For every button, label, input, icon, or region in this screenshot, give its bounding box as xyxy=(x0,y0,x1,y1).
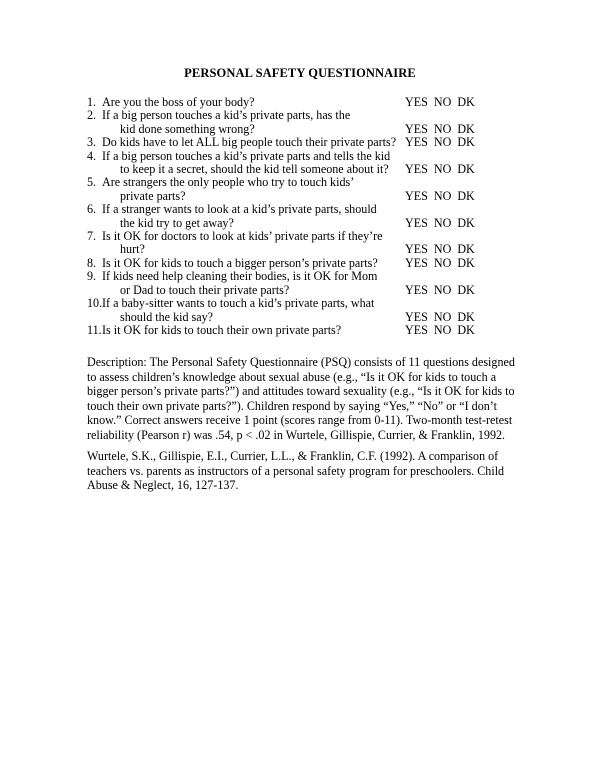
question-text-continued: kid done something wrong? xyxy=(120,121,255,136)
question-item xyxy=(87,203,497,230)
answer-dk: DK xyxy=(457,255,475,270)
question-text: If a big person touches a kid’s private parts, has the xyxy=(102,108,351,123)
answer-dk: DK xyxy=(457,322,475,337)
answer-dk: DK xyxy=(457,162,475,177)
question-text: Is it OK for doctors to look at kids’ private parts if they’re xyxy=(102,229,383,244)
answer-dk: DK xyxy=(457,282,475,297)
question-number: 1. xyxy=(87,95,97,109)
reference-line: Abuse & Neglect, 16, 127-137. xyxy=(87,478,239,493)
answer-dk: DK xyxy=(457,95,475,109)
question-number: 3. xyxy=(87,135,97,150)
answer-yes: YES xyxy=(405,255,428,270)
page-title: PERSONAL SAFETY QUESTIONNAIRE xyxy=(184,66,416,80)
description-line: touch their own private parts?”). Children respond by saying “Yes,” “No” or “I don’t xyxy=(87,398,497,413)
question-text-continued: private parts? xyxy=(120,188,186,203)
answer-yes: YES xyxy=(405,242,428,257)
question-number: 4. xyxy=(87,148,97,163)
answer-options xyxy=(405,243,481,256)
question-text-continued: hurt? xyxy=(120,242,145,257)
answer-yes: YES xyxy=(405,215,428,230)
question-number: 10. xyxy=(87,296,103,311)
question-text: Is it OK for kids to touch a bigger person’s private parts? xyxy=(102,255,378,270)
answer-options xyxy=(405,257,481,270)
question-item xyxy=(87,96,497,109)
answer-yes: YES xyxy=(405,309,428,324)
question-number: 8. xyxy=(87,255,97,270)
answer-options xyxy=(405,217,481,230)
question-list xyxy=(87,96,497,337)
answer-no: NO xyxy=(433,322,452,337)
question-number: 6. xyxy=(87,202,97,217)
answer-yes: YES xyxy=(405,188,428,203)
answer-yes: YES xyxy=(405,135,428,150)
answer-options xyxy=(405,163,481,176)
question-text: If a big person touches a kid’s private parts and tells the kid xyxy=(102,148,391,163)
question-number: 11. xyxy=(87,322,102,337)
question-item xyxy=(87,230,497,257)
question-text-continued: to keep it a secret, should the kid tell someone about it? xyxy=(120,162,389,177)
answer-no: NO xyxy=(433,162,452,177)
answer-options xyxy=(405,311,481,324)
description-line: reliability (Pearson r) was .54, p < .02 in Wurtele, Gillispie, Currier, & Franklin, 1992. xyxy=(87,427,506,442)
question-item xyxy=(87,257,497,270)
question-number: 5. xyxy=(87,175,97,190)
description-line: know.” Correct answers receive 1 point (scores range from 0-11). Two-month test-retest xyxy=(87,413,513,428)
question-item xyxy=(87,324,497,337)
answer-yes: YES xyxy=(405,322,428,337)
question-text-continued: should the kid say? xyxy=(120,309,214,324)
answer-options xyxy=(405,324,481,337)
reference-line: Wurtele, S.K., Gillispie, E.I., Currier, L.L., & Franklin, C.F. (1992). A comparison of xyxy=(87,449,499,463)
answer-dk: DK xyxy=(457,309,475,324)
question-text: Are strangers the only people who try to touch kids’ xyxy=(102,175,355,190)
answer-no: NO xyxy=(433,309,452,324)
answer-no: NO xyxy=(433,121,452,136)
question-number: 7. xyxy=(87,229,97,244)
answer-options xyxy=(405,284,481,297)
question-item xyxy=(87,270,497,297)
question-item xyxy=(87,297,497,324)
answer-options xyxy=(405,136,481,149)
answer-no: NO xyxy=(433,95,452,109)
question-text-continued: or Dad to touch their private parts? xyxy=(120,282,290,297)
answer-options xyxy=(405,96,481,109)
answer-dk: DK xyxy=(457,215,475,230)
question-text: If a baby-sitter wants to touch a kid’s private parts, what xyxy=(102,296,375,311)
description-line: to assess children’s knowledge about sexual abuse (e.g., “Is it OK for kids to touch a xyxy=(87,369,497,384)
answer-dk: DK xyxy=(457,135,475,150)
answer-options xyxy=(405,190,481,203)
question-item xyxy=(87,136,497,149)
answer-dk: DK xyxy=(457,121,475,136)
answer-no: NO xyxy=(433,135,452,150)
description-line: bigger person’s private parts?”) and attitudes toward sexuality (e.g., “Is it OK for kids to xyxy=(87,384,515,399)
question-text: Are you the boss of your body? xyxy=(102,95,255,109)
answer-no: NO xyxy=(433,215,452,230)
question-number: 9. xyxy=(87,269,97,284)
question-text: Is it OK for kids to touch their own private parts? xyxy=(102,322,342,337)
description-line: Description: The Personal Safety Questionnaire (PSQ) consists of 11 questions designed xyxy=(87,355,515,369)
question-item xyxy=(87,176,497,203)
answer-no: NO xyxy=(433,188,452,203)
answer-yes: YES xyxy=(405,95,428,109)
answer-yes: YES xyxy=(405,282,428,297)
description-paragraph xyxy=(87,355,527,443)
question-number: 2. xyxy=(87,108,97,123)
reference-citation xyxy=(87,449,527,493)
question-text: Do kids have to let ALL big people touch their private parts? xyxy=(102,135,397,150)
answer-yes: YES xyxy=(405,162,428,177)
answer-dk: DK xyxy=(457,188,475,203)
question-text: If kids need help cleaning their bodies, is it OK for Mom xyxy=(102,269,378,284)
question-text-continued: the kid try to get away? xyxy=(120,215,234,230)
reference-line: teachers vs. parents as instructors of a personal safety program for preschoolers. Child xyxy=(87,463,505,478)
question-item xyxy=(87,109,497,136)
answer-options xyxy=(405,123,481,136)
question-text: If a stranger wants to look at a kid’s private parts, should xyxy=(102,202,377,217)
answer-no: NO xyxy=(433,255,452,270)
answer-no: NO xyxy=(433,282,452,297)
answer-dk: DK xyxy=(457,242,475,257)
question-item xyxy=(87,150,497,177)
answer-no: NO xyxy=(433,242,452,257)
answer-yes: YES xyxy=(405,121,428,136)
